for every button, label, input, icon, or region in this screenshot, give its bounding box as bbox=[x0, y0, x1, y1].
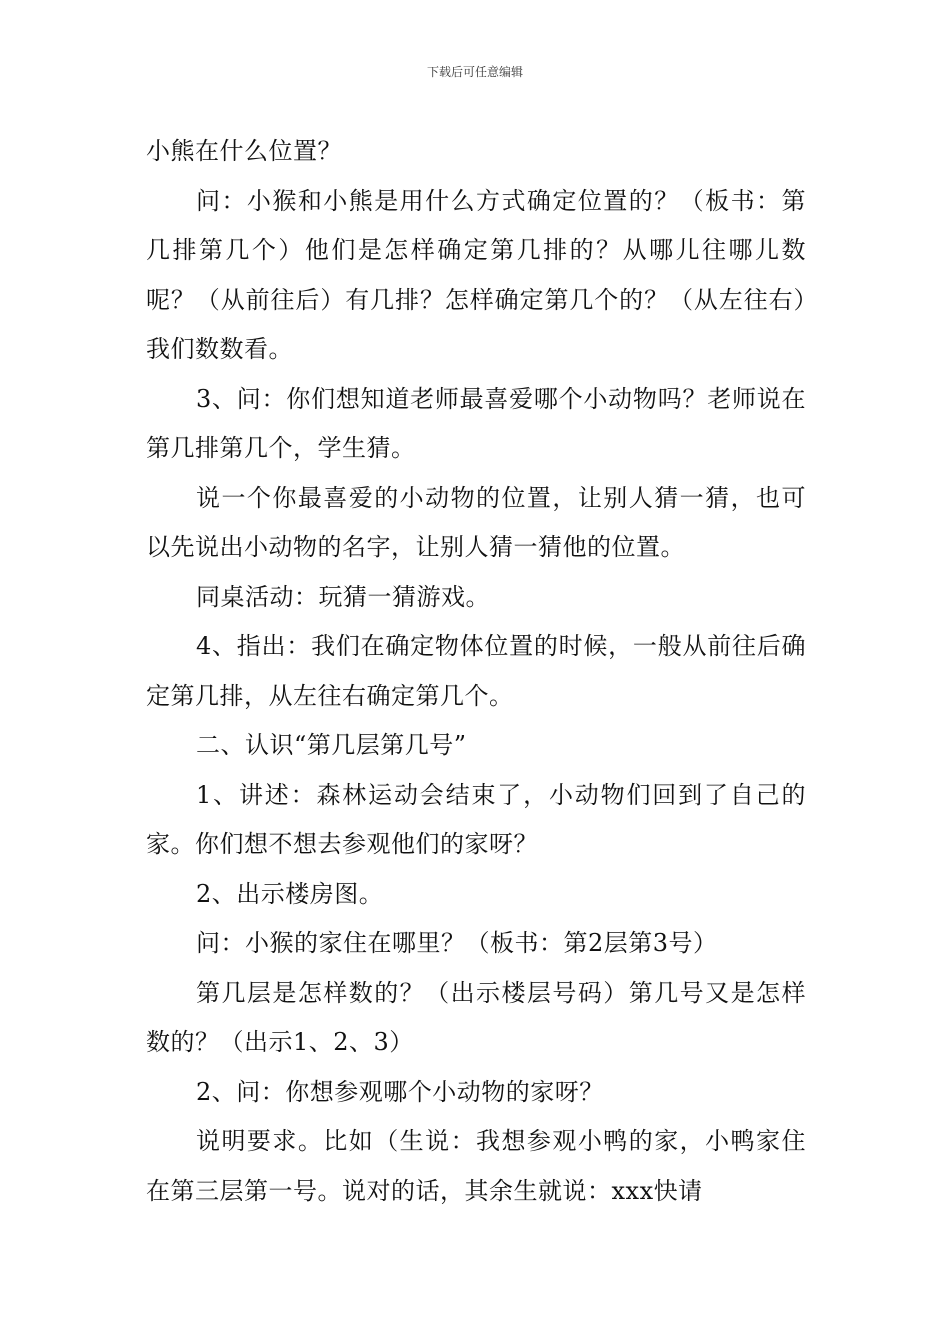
page-header: 下载后可任意编辑 bbox=[426, 65, 523, 79]
section-heading: 二、认识“第几层第几号” bbox=[196, 731, 467, 759]
paragraph: 问：小猴的家住在哪里？（板书：第2层第3号） bbox=[196, 929, 718, 957]
paragraph: 问：小猴和小熊是用什么方式确定位置的？（板书：第几排第几个）他们是怎样确定第几排的？从哪儿往哪儿数呢？（从前往后）有几排？怎样确定第几个的？（从左往右）我们数数看。 bbox=[146, 186, 806, 363]
document-body bbox=[146, 127, 806, 1216]
paragraph: 小熊在什么位置？ bbox=[146, 137, 342, 165]
paragraph: 第几层是怎样数的？（出示楼层号码）第几号又是怎样数的？（出示1、2、3） bbox=[146, 978, 806, 1056]
paragraph: 1、讲述：森林运动会结束了，小动物们回到了自己的家。你们想不想去参观他们的家呀？ bbox=[146, 780, 806, 858]
paragraph: 2、问：你想参观哪个小动物的家呀？ bbox=[196, 1077, 604, 1106]
paragraph: 2、出示楼房图。 bbox=[196, 879, 384, 908]
paragraph: 4、指出：我们在确定物体位置的时候，一般从前往后确定第几排，从左往右确定第几个。 bbox=[146, 632, 806, 710]
paragraph: 说一个你最喜爱的小动物的位置，让别人猜一猜，也可以先说出小动物的名字，让别人猜一猜他的位置。 bbox=[146, 483, 806, 561]
paragraph: 3、问：你们想知道老师最喜爱哪个小动物吗？老师说在第几排第几个，学生猜。 bbox=[146, 384, 806, 462]
paragraph: 同桌活动：玩猜一猜游戏。 bbox=[196, 582, 490, 611]
paragraph: 说明要求。比如（生说：我想参观小鸭的家，小鸭家住在第三层第一号。说对的话，其余生就说：xxx快请 bbox=[146, 1127, 806, 1205]
